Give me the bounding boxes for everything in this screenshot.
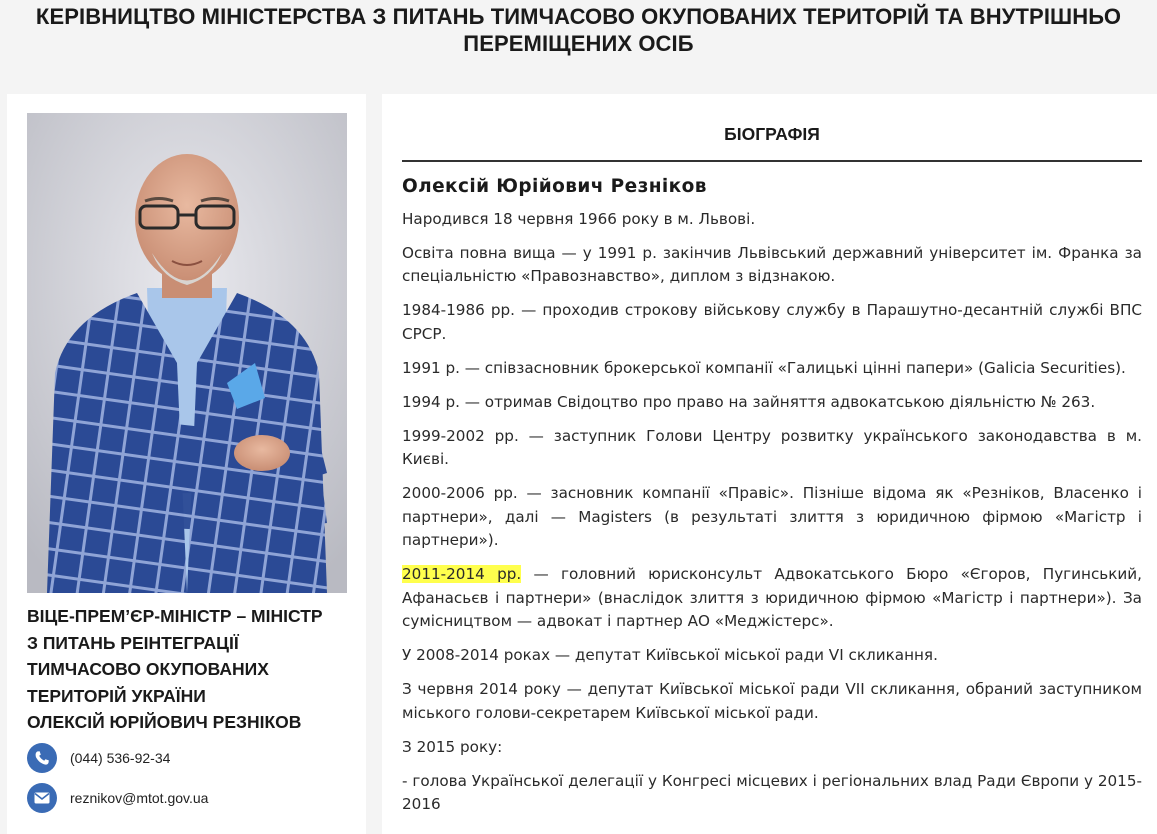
bio-paragraph: З 2015 року: <box>402 737 503 756</box>
page-title-line-2: ПЕРЕМІЩЕНИХ ОСІБ <box>463 31 694 56</box>
position-line: ВІЦЕ-ПРЕМ’ЄР-МІНІСТР – МІНІСТР <box>27 606 323 626</box>
bio-paragraph: Освіта повна вища — у 1991 р. закінчив Львівський державний університет ім. Франка за спеціальністю «Правознавство», диплом з відзнакою. <box>402 243 1142 286</box>
position-line: ОЛЕКСІЙ ЮРІЙОВИЧ РЕЗНІКОВ <box>27 712 302 732</box>
contact-email[interactable] <box>27 783 357 813</box>
page-title-line-1: КЕРІВНИЦТВО МІНІСТЕРСТВА З ПИТАНЬ ТИМЧАСОВО ОКУПОВАНИХ ТЕРИТОРІЙ ТА ВНУТРІШНЬО <box>35 4 1122 29</box>
bio-paragraph-rest: — головний юрисконсульт Адвокатського Бюро «Єгоров, Пугинський, Афанасьєв і партнери» (внаслідок злиття з юридичною фірмою «Магістр і партнери»). За сумісництвом — адвокат і партнер АО «Меджістерс». <box>402 565 1142 631</box>
profile-card <box>7 94 366 834</box>
biography-text <box>402 208 1142 827</box>
page-header <box>0 0 1157 57</box>
phone-number[interactable]: (044) 536-92-34 <box>70 750 171 766</box>
bio-paragraph: У 2008-2014 роках — депутат Київської міської ради VI скликання. <box>402 646 938 665</box>
phone-icon <box>27 743 57 773</box>
position-title <box>27 603 357 736</box>
email-address[interactable]: reznikov@mtot.gov.ua <box>70 790 209 806</box>
bio-paragraph: 1984-1986 рр. — проходив строкову військову службу в Парашутно-десантній службі ВПС СРСР. <box>402 301 1142 343</box>
position-line: ТИМЧАСОВО ОКУПОВАНИХ <box>27 659 269 679</box>
biography-card <box>382 94 1157 834</box>
bio-paragraph-highlighted <box>402 563 1142 634</box>
contact-phone[interactable] <box>27 743 357 773</box>
bio-paragraph: 1999-2002 рр. — заступник Голови Центру розвитку українського законодавства в м. Києві. <box>402 426 1142 469</box>
envelope-icon <box>27 783 57 813</box>
heading-divider <box>402 160 1142 162</box>
biography-heading: БІОГРАФІЯ <box>724 124 820 144</box>
portrait-photo <box>27 113 347 593</box>
position-line: ТЕРИТОРІЙ УКРАЇНИ <box>27 685 206 706</box>
person-name: Олексій Юрійович Резніков <box>402 176 707 197</box>
position-line: З ПИТАНЬ РЕІНТЕГРАЦІЇ <box>27 632 239 653</box>
bio-paragraph: Народився 18 червня 1966 року в м. Львові. <box>402 210 756 228</box>
highlighted-text: 2011-2014 рр. <box>402 565 522 584</box>
bio-paragraph: 2000-2006 рр. — засновник компанії «Правіс». Пізніше відома як «Резніков, Власенко і партнери», далі — Magisters (в результаті злиття з юридичною фірмою «Магістр і партнери»). <box>402 484 1142 550</box>
bio-paragraph: 1991 р. — співзасновник брокерської компанії «Галицькі цінні папери» (Galicia Securities). <box>402 358 1126 377</box>
page-title <box>0 0 1157 57</box>
bio-paragraph: - голова Української делегації у Конгресі місцевих і регіональних влад Ради Європи у 2015-2016 <box>402 771 1142 814</box>
bio-paragraph: З червня 2014 року — депутат Київської міської ради VII скликання, обраний заступником міського голови-секретарем Київської міської ради. <box>402 680 1142 722</box>
bio-paragraph: 1994 р. — отримав Свідоцтво про право на зайняття адвокатською діяльністю № 263. <box>402 392 1096 411</box>
